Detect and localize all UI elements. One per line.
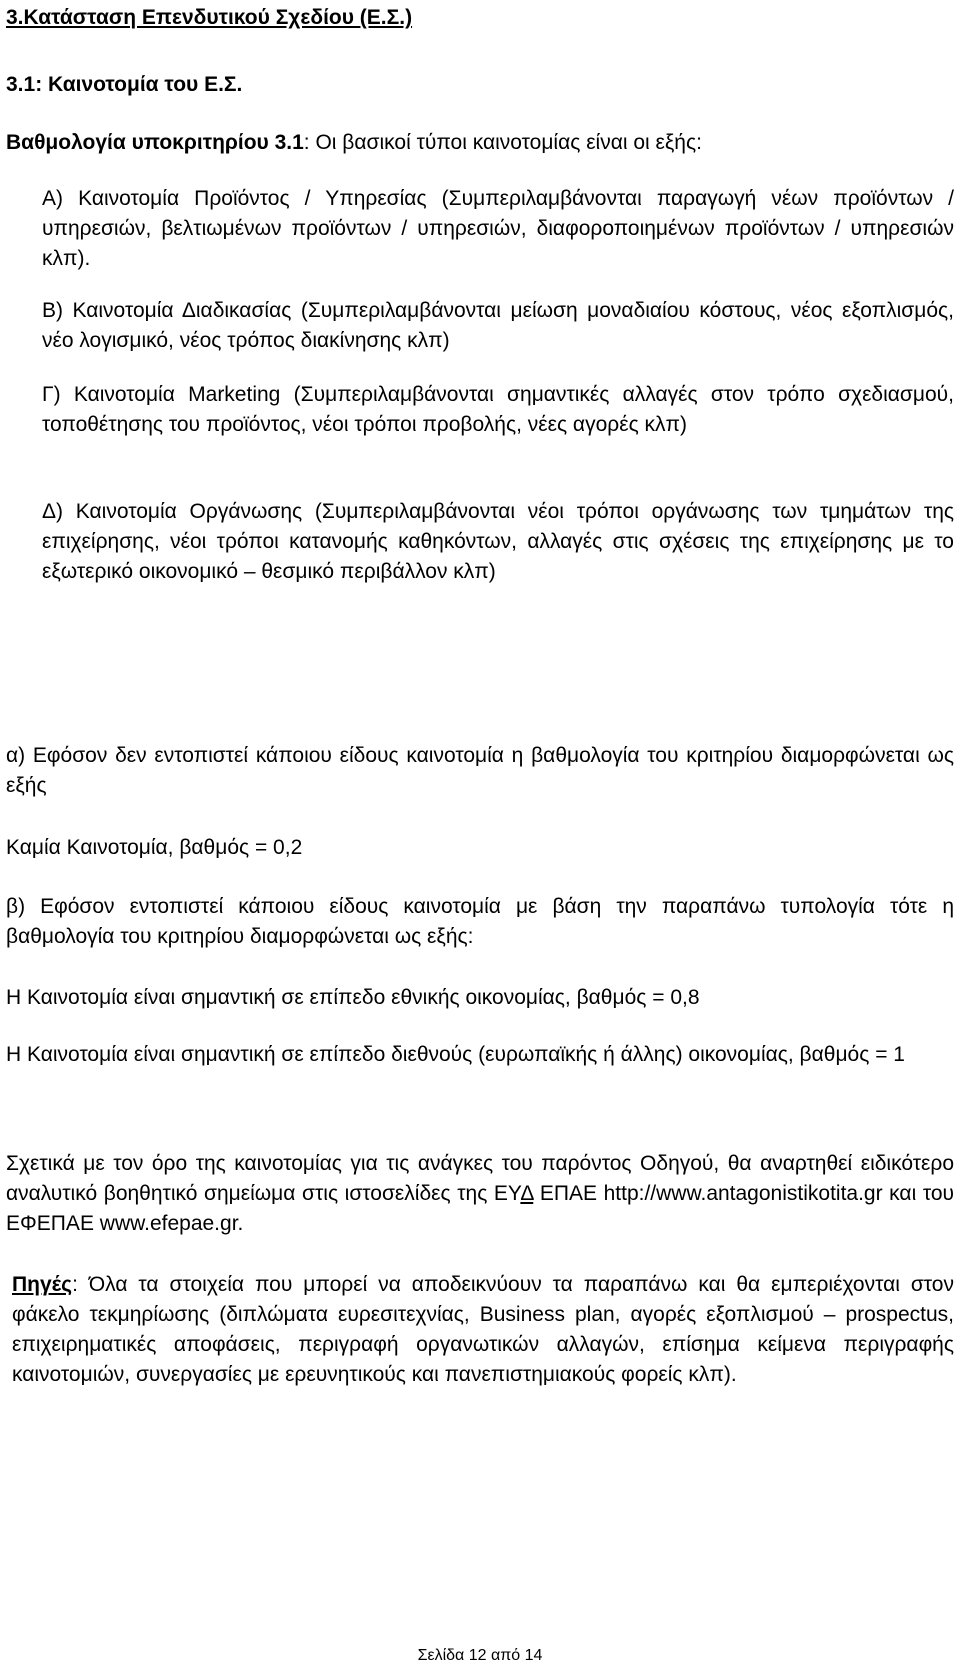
case-a-paragraph: α) Εφόσον δεν εντοπιστεί κάποιου είδους καινοτομία η βαθμολογία του κριτηρίου διαμορφώνεται ως εξής [6,744,954,797]
score-national: Η Καινοτομία είναι σημαντική σε επίπεδο εθνικής οικονομίας, βαθμός = 0,8 [6,986,700,1009]
innovation-type-c: Γ) Καινοτομία Marketing (Συμπεριλαμβάνονται σημαντικές αλλαγές στον τρόπο σχεδιασμού, τοποθέτησης του προϊόντος, νέοι τρόποι προβολής, νέες αγορές κλπ) [42,383,954,436]
sources-text: : Όλα τα στοιχεία που μπορεί να αποδεικνύουν τα παραπάνω και θα εμπεριέχονται στον φάκελο τεκμηρίωσης (διπλώματα ευρεσιτεχνίας, Business plan, αγορές εξοπλισμού – prospectus, επιχειρηματικές αποφάσεις, περιγραφή οργανωτικών αλλαγών, επίσημα κείμενα περιγραφής καινοτομιών, συνεργασίες με ερευνητικούς και πανεπιστημιακούς φορείς κλπ). [12,1273,954,1386]
section-title: 3.Κατάσταση Επενδυτικού Σχεδίου (Ε.Σ.) [6,6,413,29]
innovation-type-b: Β) Καινοτομία Διαδικασίας (Συμπεριλαμβάνονται μείωση μοναδιαίου κόστους, νέος εξοπλισμός, νέο λογισμικό, νέος τρόπος διακίνησης κλπ) [42,299,954,352]
sources-label: Πηγές [12,1273,73,1296]
reference-text-before: Σχετικά με τον όρο της καινοτομίας για τις ανάγκες του παρόντος Οδηγού, θα αναρτηθεί ειδικότερο αναλυτικό βοηθητικό σημείωμα στις ιστοσελίδες της ΕΥ [6,1152,954,1205]
criterion-label: Βαθμολογία υποκριτηρίου 3.1 [6,131,304,154]
criterion-intro [6,128,954,158]
score-no-innovation: Καμία Καινοτομία, βαθμός = 0,2 [6,836,303,859]
reference-underlined: Δ [520,1182,534,1205]
innovation-type-a: Α) Καινοτομία Προϊόντος / Υπηρεσίας (Συμπεριλαμβάνονται παραγωγή νέων προϊόντων / υπηρεσιών, βελτιωμένων προϊόντων / υπηρεσιών, διαφοροποιημένων προϊόντων / υπηρεσιών κλπ). [42,187,954,270]
reference-paragraph [6,1149,954,1239]
criterion-text: : Οι βασικοί τύποι καινοτομίας είναι οι εξής: [303,131,702,154]
subsection-title: 3.1: Καινοτομία του Ε.Σ. [6,73,243,96]
innovation-type-d: Δ) Καινοτομία Οργάνωσης (Συμπεριλαμβάνονται νέοι τρόποι οργάνωσης των τμημάτων της επιχείρησης, νέοι τρόποι κατανομής καθηκόντων, αλλαγές στις σχέσεις της επιχείρησης με το εξωτερικό οικονομικό – θεσμικό περιβάλλον κλπ) [42,500,954,583]
case-b-paragraph: β) Εφόσον εντοπιστεί κάποιου είδους καινοτομία με βάση την παραπάνω τυπολογία τότε η βαθμολογία του κριτηρίου διαμορφώνεται ως εξής: [6,895,954,948]
reference-text-after: ΕΠΑΕ http://www.antagonistikotita.gr και του ΕΦΕΠΑΕ www.efepae.gr. [6,1182,954,1235]
sources-paragraph [12,1270,954,1390]
page-number: Σελίδα 12 από 14 [417,1647,543,1664]
score-international: Η Καινοτομία είναι σημαντική σε επίπεδο διεθνούς (ευρωπαϊκής ή άλλης) οικονομίας, βαθμός = 1 [6,1043,905,1066]
